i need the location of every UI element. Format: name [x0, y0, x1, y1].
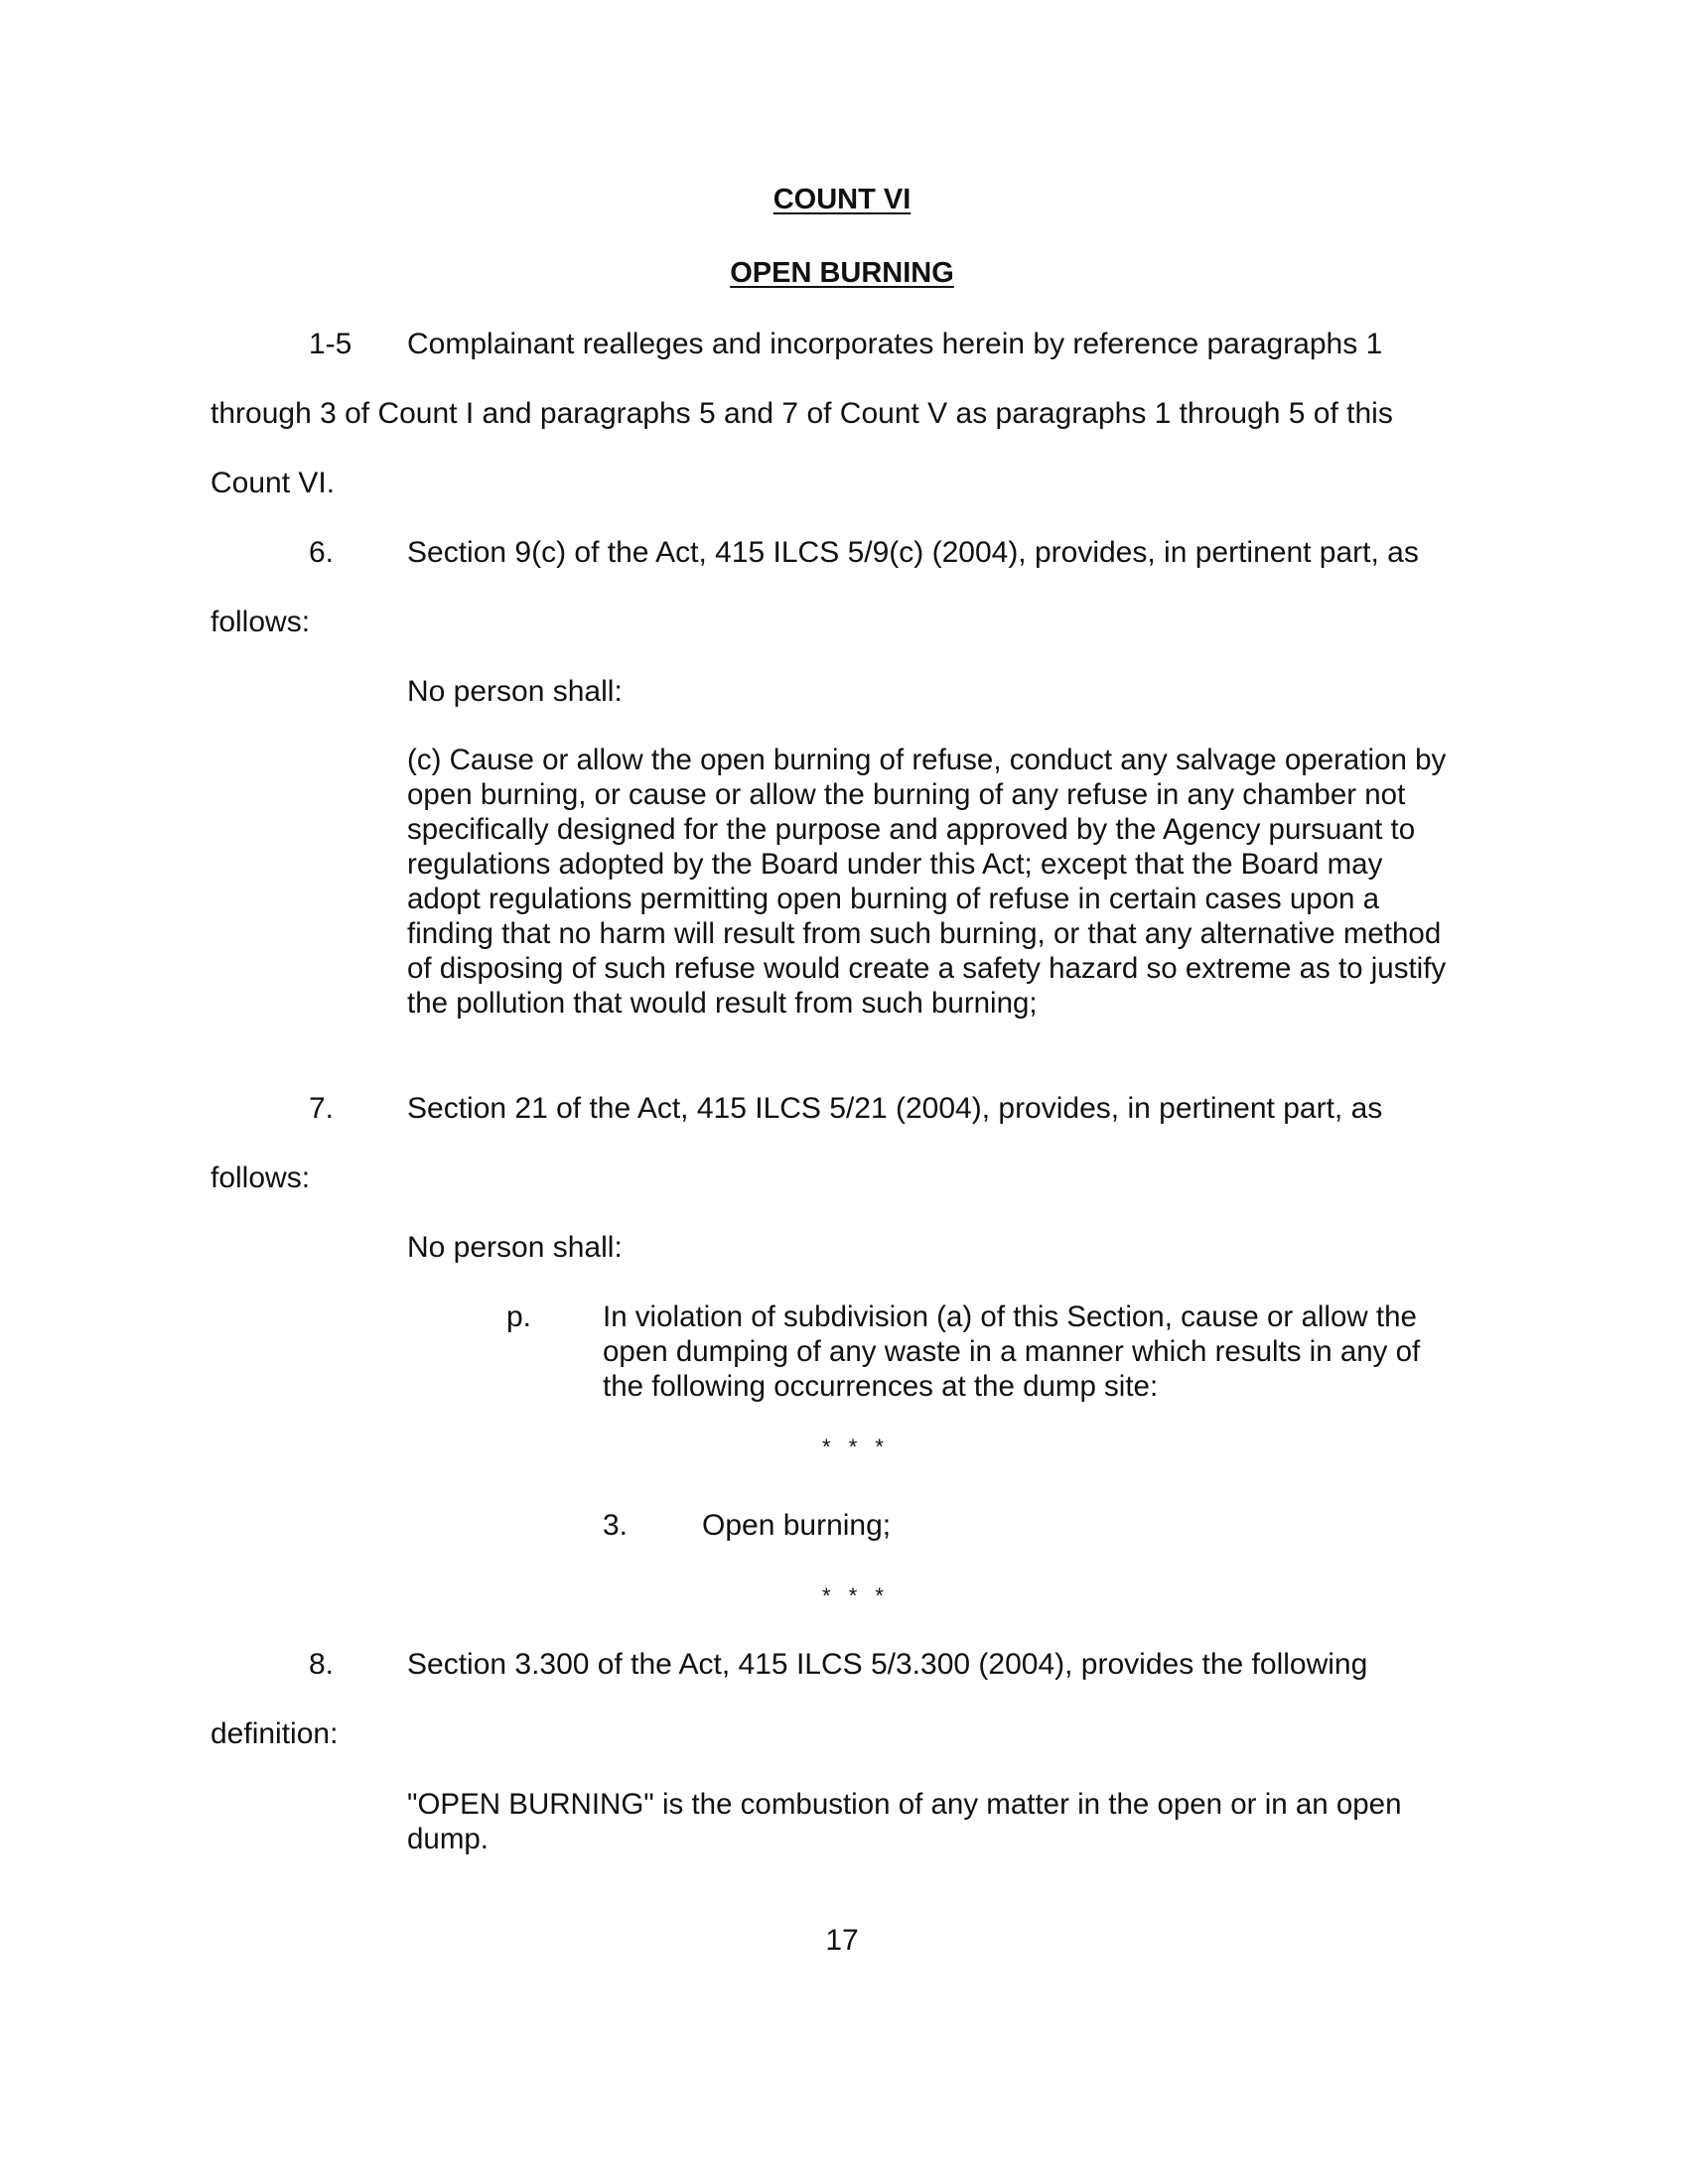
- quote-line: of disposing of such refuse would create a safety hazard so extreme as to justify: [407, 952, 1447, 985]
- quote-line: the pollution that would result from such burning;: [407, 987, 1038, 1020]
- statute-quote-9c: [407, 743, 1446, 1021]
- ellipsis-stars: * * *: [822, 1434, 890, 1459]
- quote-intro-7: No person shall:: [407, 1231, 623, 1264]
- quote-line: In violation of subdivision (a) of this Section, cause or allow the: [603, 1300, 1417, 1333]
- paragraph-1-5-line-2: through 3 of Count I and paragraphs 5 and 7 of Count V as paragraphs 1 through 5 of this: [210, 397, 1393, 430]
- quote-line: open dumping of any waste in a manner which results in any of: [603, 1335, 1421, 1368]
- paragraph-1-5-line-3: Count VI.: [210, 467, 336, 499]
- count-heading: COUNT VI: [772, 184, 912, 215]
- page-number: 17: [825, 1924, 859, 1957]
- ellipsis-stars: * * *: [822, 1583, 890, 1608]
- item-number-3: 3.: [603, 1509, 629, 1542]
- paragraph-8-line-2: definition:: [210, 1717, 339, 1750]
- quote-line: open burning, or cause or allow the burning of any refuse in any chamber not: [407, 778, 1406, 811]
- subdivision-label-p: p.: [506, 1300, 532, 1333]
- item-text-open-burning: Open burning;: [702, 1509, 892, 1542]
- paragraph-6-line-1: Section 9(c) of the Act, 415 ILCS 5/9(c) (2004), provides, in pertinent part, as: [407, 536, 1419, 569]
- quote-line: the following occurrences at the dump site:: [603, 1370, 1159, 1403]
- quote-line: adopt regulations permitting open burning of refuse in certain cases upon a: [407, 883, 1380, 915]
- paragraph-number-6: 6.: [309, 536, 335, 569]
- section-title: OPEN BURNING: [730, 257, 954, 289]
- paragraph-8-line-1: Section 3.300 of the Act, 415 ILCS 5/3.300 (2004), provides the following: [407, 1648, 1368, 1681]
- quote-line: dump.: [407, 1823, 489, 1855]
- paragraph-number-7: 7.: [309, 1092, 335, 1125]
- paragraph-7-line-2: follows:: [210, 1161, 311, 1194]
- quote-line: finding that no harm will result from such burning, or that any alternative method: [407, 917, 1442, 950]
- statute-quote-21p: [603, 1299, 1420, 1404]
- quote-line: regulations adopted by the Board under this Act; except that the Board may: [407, 848, 1383, 881]
- definition-quote: [407, 1787, 1402, 1856]
- paragraph-number-8: 8.: [309, 1648, 335, 1681]
- quote-line: (c) Cause or allow the open burning of refuse, conduct any salvage operation by: [407, 744, 1447, 776]
- paragraph-number-1-5: 1-5: [309, 328, 352, 360]
- paragraph-1-5-line-1: Complainant realleges and incorporates herein by reference paragraphs 1: [407, 328, 1383, 360]
- quote-intro-6: No person shall:: [407, 675, 623, 708]
- quote-line: specifically designed for the purpose and approved by the Agency pursuant to: [407, 813, 1416, 846]
- paragraph-7-line-1: Section 21 of the Act, 415 ILCS 5/21 (2004), provides, in pertinent part, as: [407, 1092, 1383, 1125]
- paragraph-6-line-2: follows:: [210, 606, 311, 638]
- quote-line: "OPEN BURNING" is the combustion of any matter in the open or in an open: [407, 1788, 1402, 1821]
